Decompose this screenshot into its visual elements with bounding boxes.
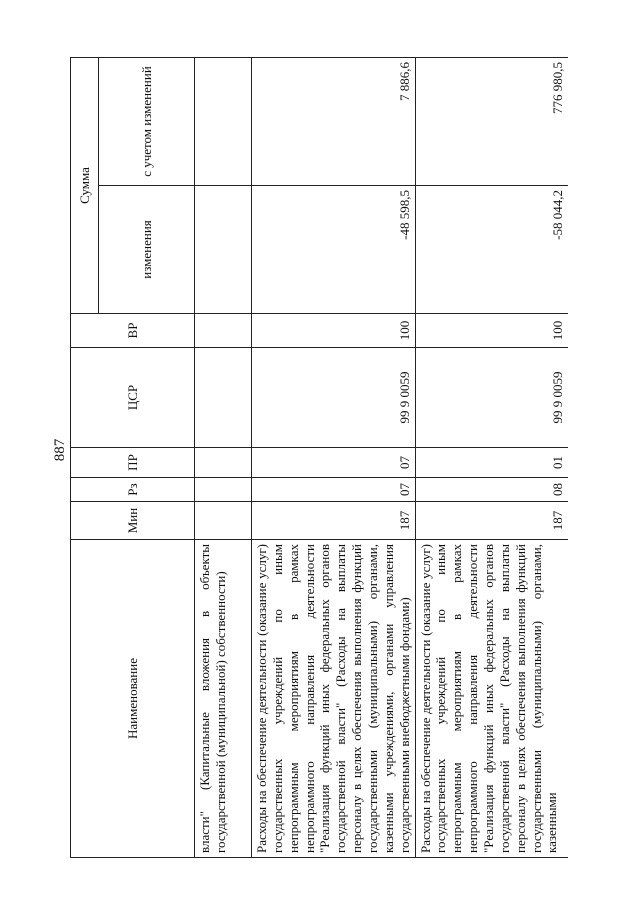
row-name: Расходы на обеспечение деятельности (оказание услуг) государственных учреждений по иным непрограммным мероприятиям в рамках непрограммного направления деятельности "Реализация функций иных федеральных органов государственной власти" (Расходы на выплаты персоналу в целях обеспечения выполнения функций государственными (муниципальными) органами, казенными учреждениями, органами управления государственными внебюджетными фондами)	[252, 540, 416, 858]
row-csr: 99 9 0059	[415, 348, 568, 448]
row-pr: 01	[415, 448, 568, 478]
row-change: -48 598,5	[252, 186, 416, 314]
header-change: изменения	[99, 186, 195, 314]
page-number: 887	[52, 438, 68, 462]
row-min: 187	[415, 502, 568, 540]
row-with-changes: 7 886,6	[252, 58, 416, 186]
row-name: Расходы на обеспечение деятельности (оказание услуг) государственных учреждений по иным непрограммным мероприятиям в рамках непрограммного направления деятельности "Реализация функций иных федеральных органов государственной власти" (Расходы на выплаты персоналу в целях обеспечения выполнения функций государственными (муниципальными) органами, казенными	[415, 540, 568, 858]
table-row	[252, 58, 416, 858]
table-row	[415, 58, 568, 858]
row-rz	[195, 478, 252, 502]
header-pr: ПР	[71, 448, 195, 478]
row-change	[195, 186, 252, 314]
header-rz: Рз	[71, 478, 195, 502]
header-vr: ВР	[71, 314, 195, 348]
row-vr: 100	[252, 314, 416, 348]
row-rz: 07	[252, 478, 416, 502]
header-min: Мин	[71, 502, 195, 540]
row-with-changes: 776 980,5	[415, 58, 568, 186]
row-vr	[195, 314, 252, 348]
row-vr: 100	[415, 314, 568, 348]
row-min	[195, 502, 252, 540]
row-csr	[195, 348, 252, 448]
header-with-changes: с учетом изменений	[99, 58, 195, 186]
row-change: -58 044,2	[415, 186, 568, 314]
budget-table	[70, 57, 568, 858]
row-pr: 07	[252, 448, 416, 478]
row-with-changes	[195, 58, 252, 186]
row-csr: 99 9 0059	[252, 348, 416, 448]
row-pr	[195, 448, 252, 478]
header-csr: ЦСР	[71, 348, 195, 448]
rotated-page	[70, 58, 565, 858]
row-name: власти" (Капитальные вложения в объекты государственной (муниципальной) собственности)	[195, 540, 252, 858]
header-sum-group: Сумма	[71, 58, 99, 314]
table-row	[195, 58, 252, 858]
header-name: Наименование	[71, 540, 195, 858]
row-min: 187	[252, 502, 416, 540]
row-rz: 08	[415, 478, 568, 502]
